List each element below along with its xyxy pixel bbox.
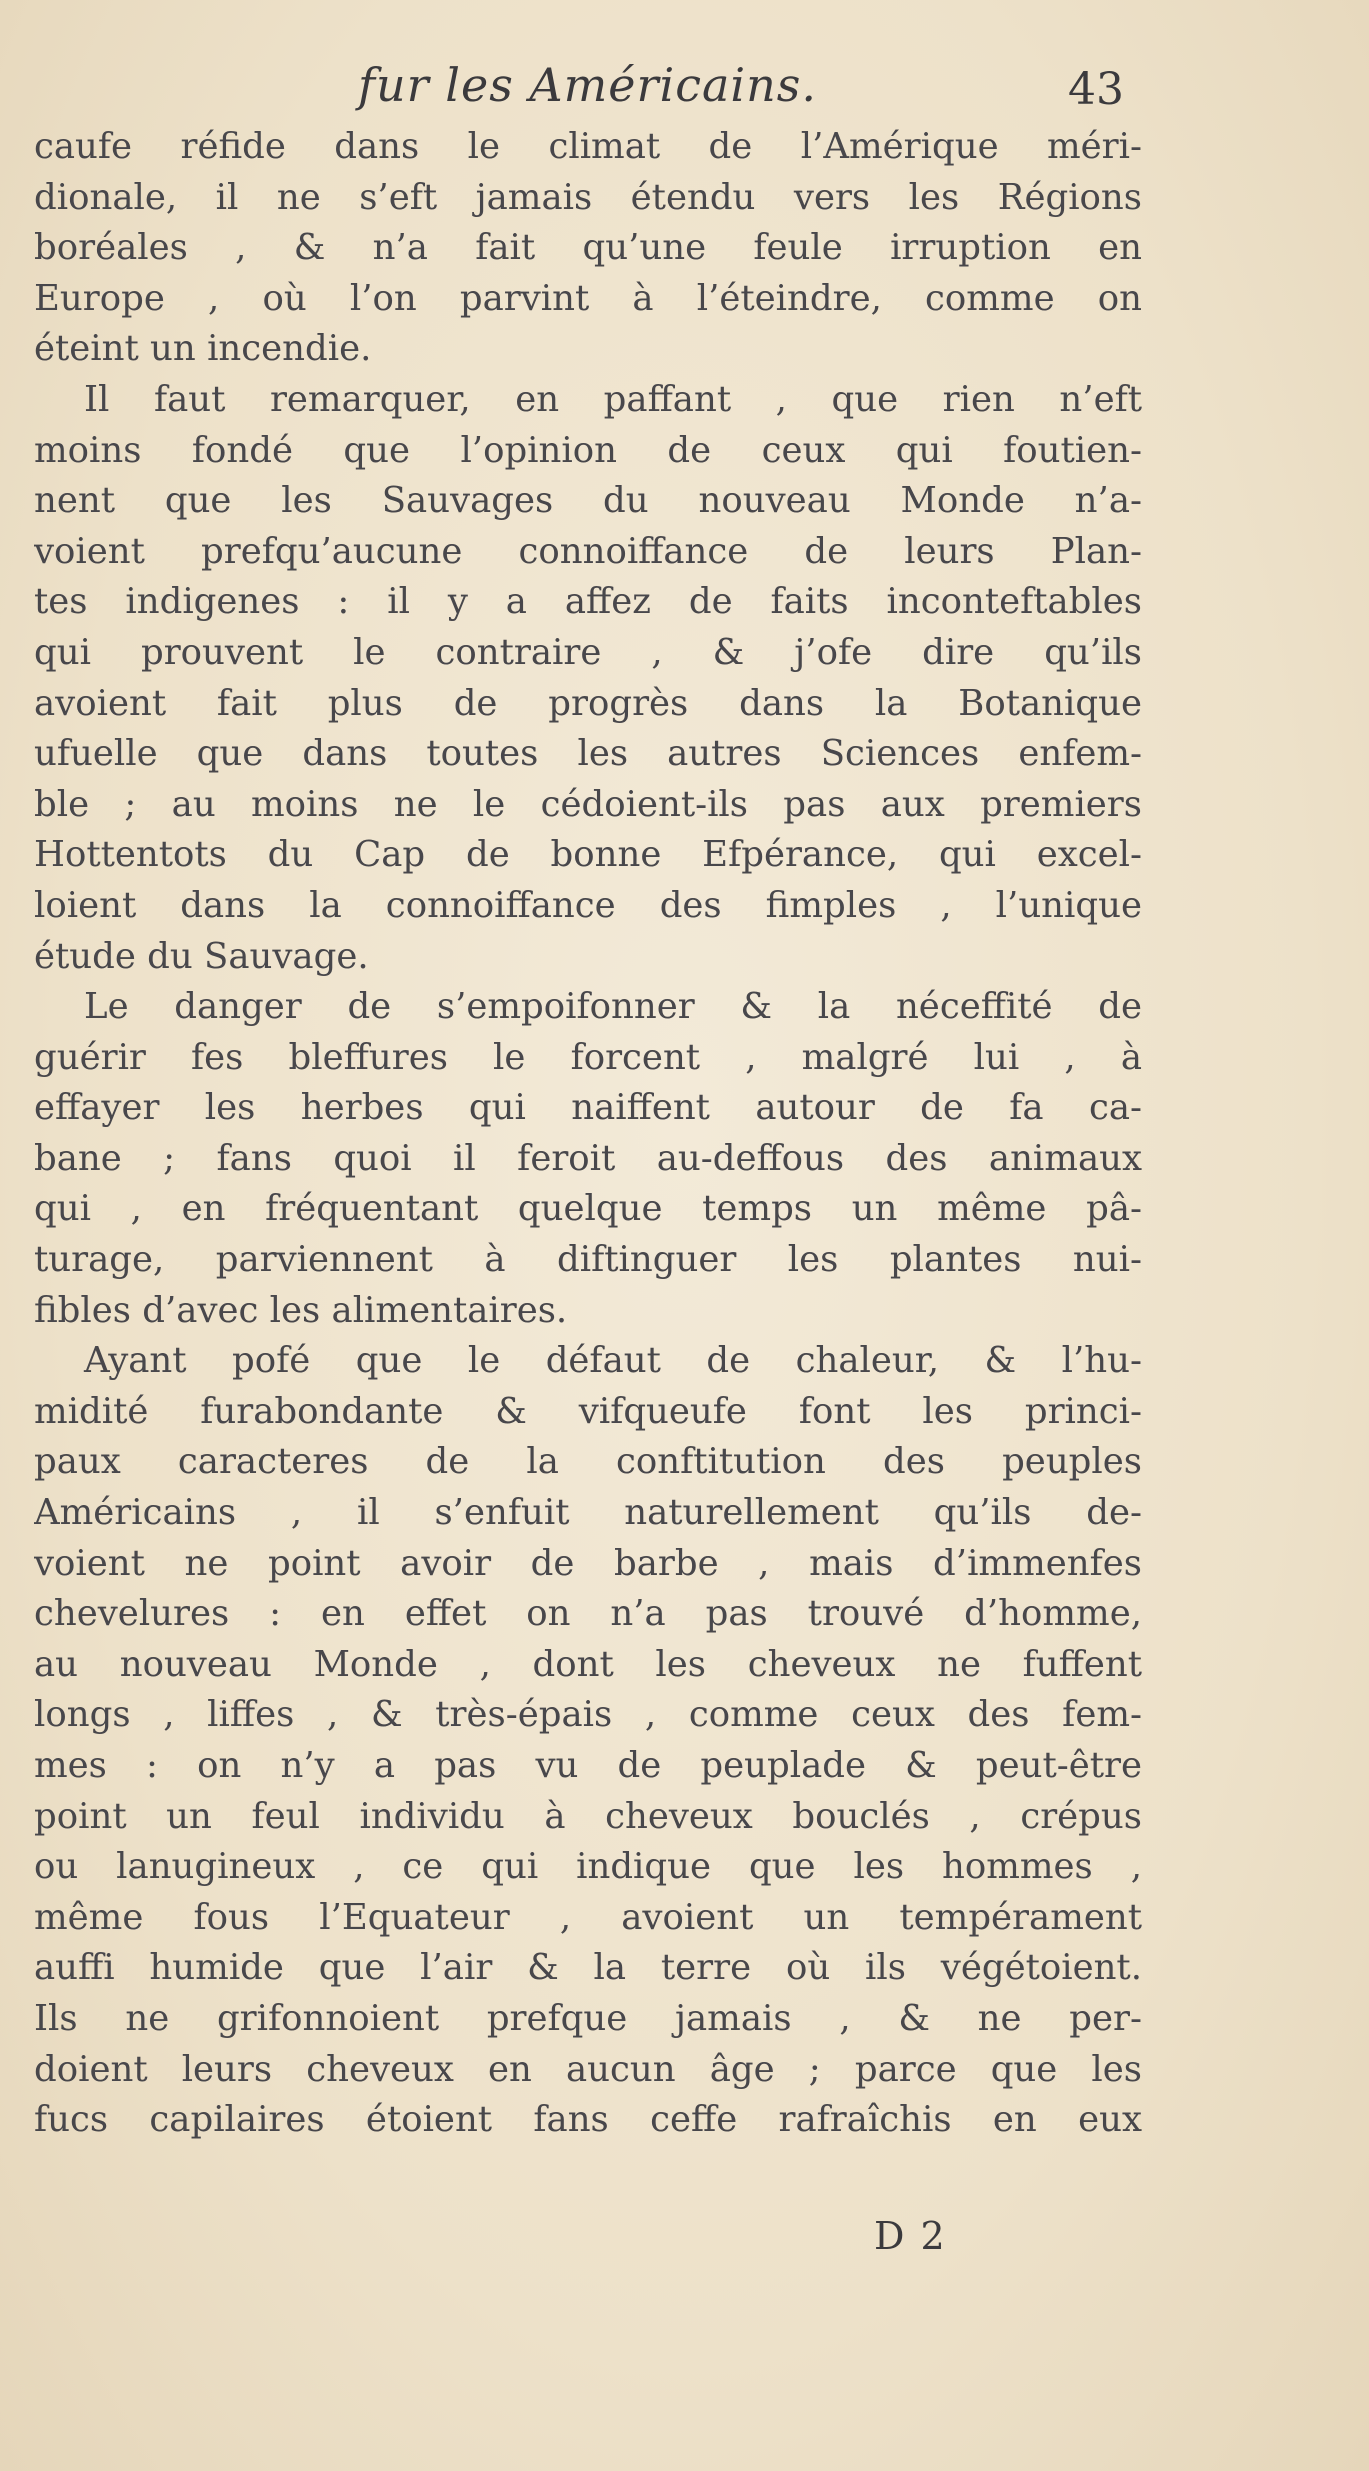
text-line: moins fondé que l’opinion de ceux qui foutien- bbox=[34, 429, 1142, 471]
text-line: doient leurs cheveux en aucun âge ; parce que les bbox=[34, 2048, 1142, 2090]
text-line: Américains , il s’enfuit naturellement qu’ils de- bbox=[34, 1492, 1142, 1534]
text-line: midité furabondante & vifqueufe font les princi- bbox=[34, 1390, 1142, 1432]
text-line: voient prefqu’aucune connoiffance de leurs Plan- bbox=[34, 530, 1142, 572]
text-line: ufuelle que dans toutes les autres Sciences enfem- bbox=[34, 733, 1142, 775]
text-line: mes : on n’y a pas vu de peuplade & peut-être bbox=[34, 1745, 1142, 1786]
text-line: Ayant pofé que le défaut de chaleur, & l’hu- bbox=[84, 1340, 1142, 1382]
text-line: voient ne point avoir de barbe , mais d’immenfes bbox=[34, 1542, 1142, 1584]
text-line: loient dans la connoiffance des fimples , l’unique bbox=[34, 884, 1142, 926]
signature-mark: D 2 bbox=[874, 2214, 947, 2258]
text-line: ou lanugineux , ce qui indique que les hommes , bbox=[34, 1846, 1142, 1888]
text-line: qui prouvent le contraire , & j’ofe dire qu’ils bbox=[34, 631, 1142, 673]
text-line: Ils ne grifonnoient prefque jamais , & ne per- bbox=[34, 1997, 1142, 2039]
text-line: étude du Sauvage. bbox=[34, 935, 369, 977]
text-line: fibles d’avec les alimentaires. bbox=[34, 1289, 568, 1331]
text-line: nent que les Sauvages du nouveau Monde n’a- bbox=[34, 480, 1142, 522]
text-line: boréales , & n’a fait qu’une feule irruption en bbox=[34, 227, 1142, 269]
text-line: fucs capilaires étoient fans ceffe rafraîchis en eux bbox=[34, 2099, 1142, 2141]
text-line: même fous l’Equateur , avoient un tempérament bbox=[34, 1896, 1142, 1938]
text-line: ble ; au moins ne le cédoient-ils pas aux premiers bbox=[34, 783, 1142, 825]
text-line: paux caracteres de la conftitution des peuples bbox=[34, 1441, 1142, 1483]
text-line: éteint un incendie. bbox=[34, 328, 372, 370]
text-line: tes indigenes : il y a affez de faits inconteftables bbox=[34, 581, 1142, 623]
text-line: caufe réfide dans le climat de l’Amérique méri- bbox=[34, 126, 1142, 167]
text-line: auffi humide que l’air & la terre où ils végétoient. bbox=[34, 1947, 1142, 1989]
text-line: qui , en fréquentant quelque temps un même pâ- bbox=[34, 1188, 1142, 1230]
running-head bbox=[0, 58, 1369, 128]
text-line: Il faut remarquer, en paffant , que rien n’eft bbox=[84, 378, 1142, 420]
text-line: bane ; fans quoi il feroit au-deffous des animaux bbox=[34, 1137, 1142, 1179]
page-number: 43 bbox=[1068, 64, 1124, 115]
text-line: turage, parviennent à diftinguer les plantes nui- bbox=[34, 1239, 1142, 1281]
text-line: guérir fes bleffures le forcent , malgré lui , à bbox=[34, 1036, 1142, 1078]
text-line: Hottentots du Cap de bonne Efpérance, qui excel- bbox=[34, 834, 1142, 876]
text-line: dionale, il ne s’eft jamais étendu vers les Régions bbox=[34, 176, 1142, 218]
text-line: point un feul individu à cheveux bouclés , crépus bbox=[34, 1795, 1142, 1837]
running-title: fur les Américains. bbox=[358, 58, 817, 112]
text-line: au nouveau Monde , dont les cheveux ne fuffent bbox=[34, 1643, 1142, 1685]
body-text bbox=[34, 122, 1142, 2146]
text-line: chevelures : en effet on n’a pas trouvé d’homme, bbox=[34, 1593, 1142, 1635]
text-line: Europe , où l’on parvint à l’éteindre, comme on bbox=[34, 277, 1142, 319]
text-line: avoient fait plus de progrès dans la Botanique bbox=[34, 682, 1142, 724]
text-line: longs , liffes , & très-épais , comme ceux des fem- bbox=[34, 1694, 1142, 1736]
text-line: Le danger de s’empoifonner & la néceffité de bbox=[84, 986, 1142, 1028]
text-line: effayer les herbes qui naiffent autour de fa ca- bbox=[34, 1087, 1142, 1129]
